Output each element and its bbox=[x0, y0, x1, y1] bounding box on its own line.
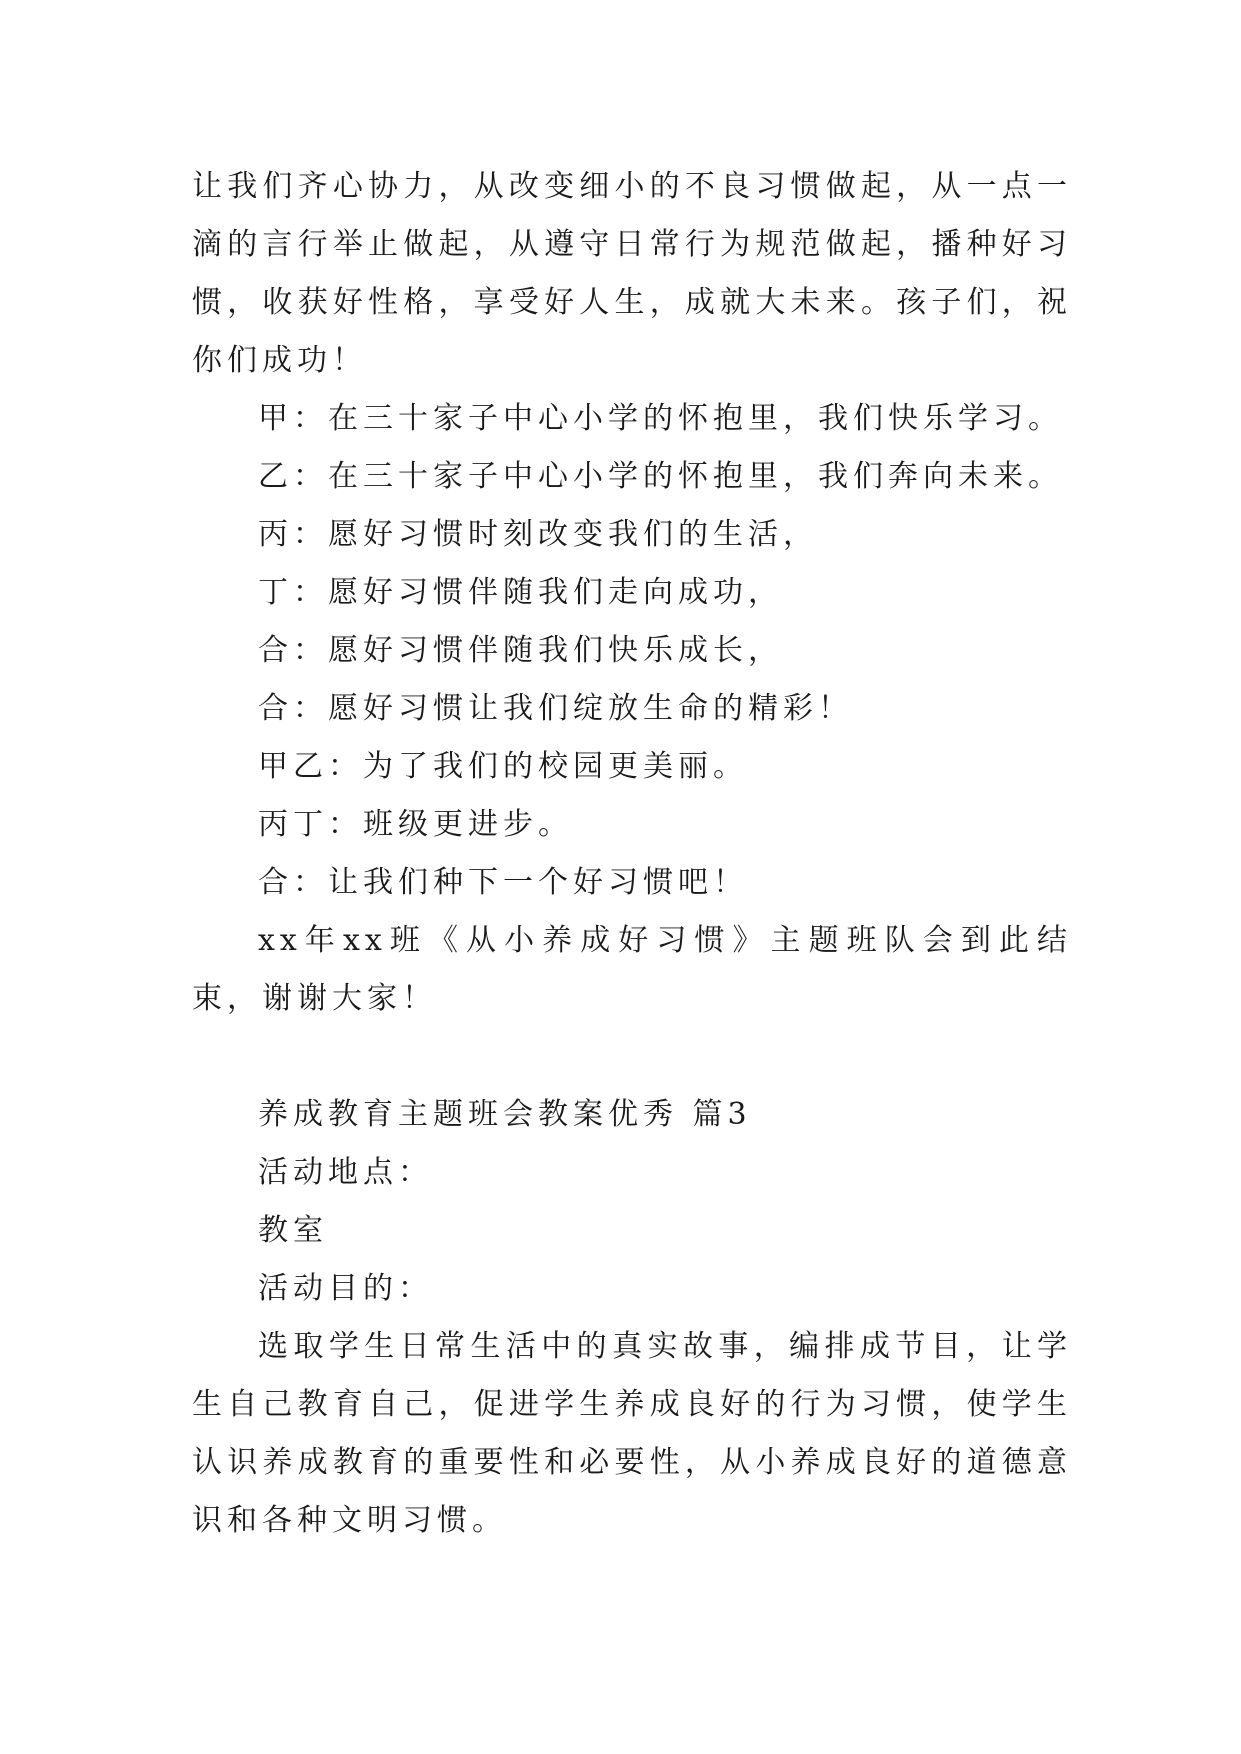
meeting-end-paragraph: xx年xx班《从小养成好习惯》主题班队会到此结束，谢谢大家！ bbox=[192, 923, 1072, 1016]
document-body bbox=[192, 158, 1072, 1550]
location-value: 教室 bbox=[258, 1213, 328, 1248]
dialogue-line-yi: 乙：在三十家子中心小学的怀抱里，我们奔向未来。 bbox=[258, 459, 1063, 494]
dialogue-line-he-1: 合：愿好习惯伴随我们快乐成长， bbox=[258, 633, 783, 668]
purpose-label: 活动目的： bbox=[258, 1271, 433, 1306]
dialogue-line-jiayi: 甲乙：为了我们的校园更美丽。 bbox=[258, 749, 748, 784]
closing-paragraph: 让我们齐心协力，从改变细小的不良习惯做起，从一点一滴的言行举止做起，从遵守日常行为规范做起，播种好习惯，收获好性格，享受好人生，成就大未来。孩子们，祝你们成功！ bbox=[192, 169, 1072, 378]
location-label: 活动地点： bbox=[258, 1155, 433, 1190]
section-heading: 养成教育主题班会教案优秀 篇3 bbox=[258, 1097, 752, 1132]
dialogue-line-bing: 丙：愿好习惯时刻改变我们的生活， bbox=[258, 517, 818, 552]
dialogue-line-he-2: 合：愿好习惯让我们绽放生命的精彩！ bbox=[258, 691, 853, 726]
section-spacer bbox=[192, 1028, 1072, 1086]
dialogue-line-bingding: 丙丁：班级更进步。 bbox=[258, 807, 573, 842]
dialogue-line-ding: 丁：愿好习惯伴随我们走向成功， bbox=[258, 575, 783, 610]
dialogue-line-jia: 甲：在三十家子中心小学的怀抱里，我们快乐学习。 bbox=[258, 401, 1063, 436]
purpose-paragraph: 选取学生日常生活中的真实故事，编排成节目，让学生自己教育自己，促进学生养成良好的行为习惯，使学生认识养成教育的重要性和必要性，从小养成良好的道德意识和各种文明习惯。 bbox=[192, 1329, 1072, 1538]
dialogue-line-he-3: 合：让我们种下一个好习惯吧！ bbox=[258, 865, 748, 900]
